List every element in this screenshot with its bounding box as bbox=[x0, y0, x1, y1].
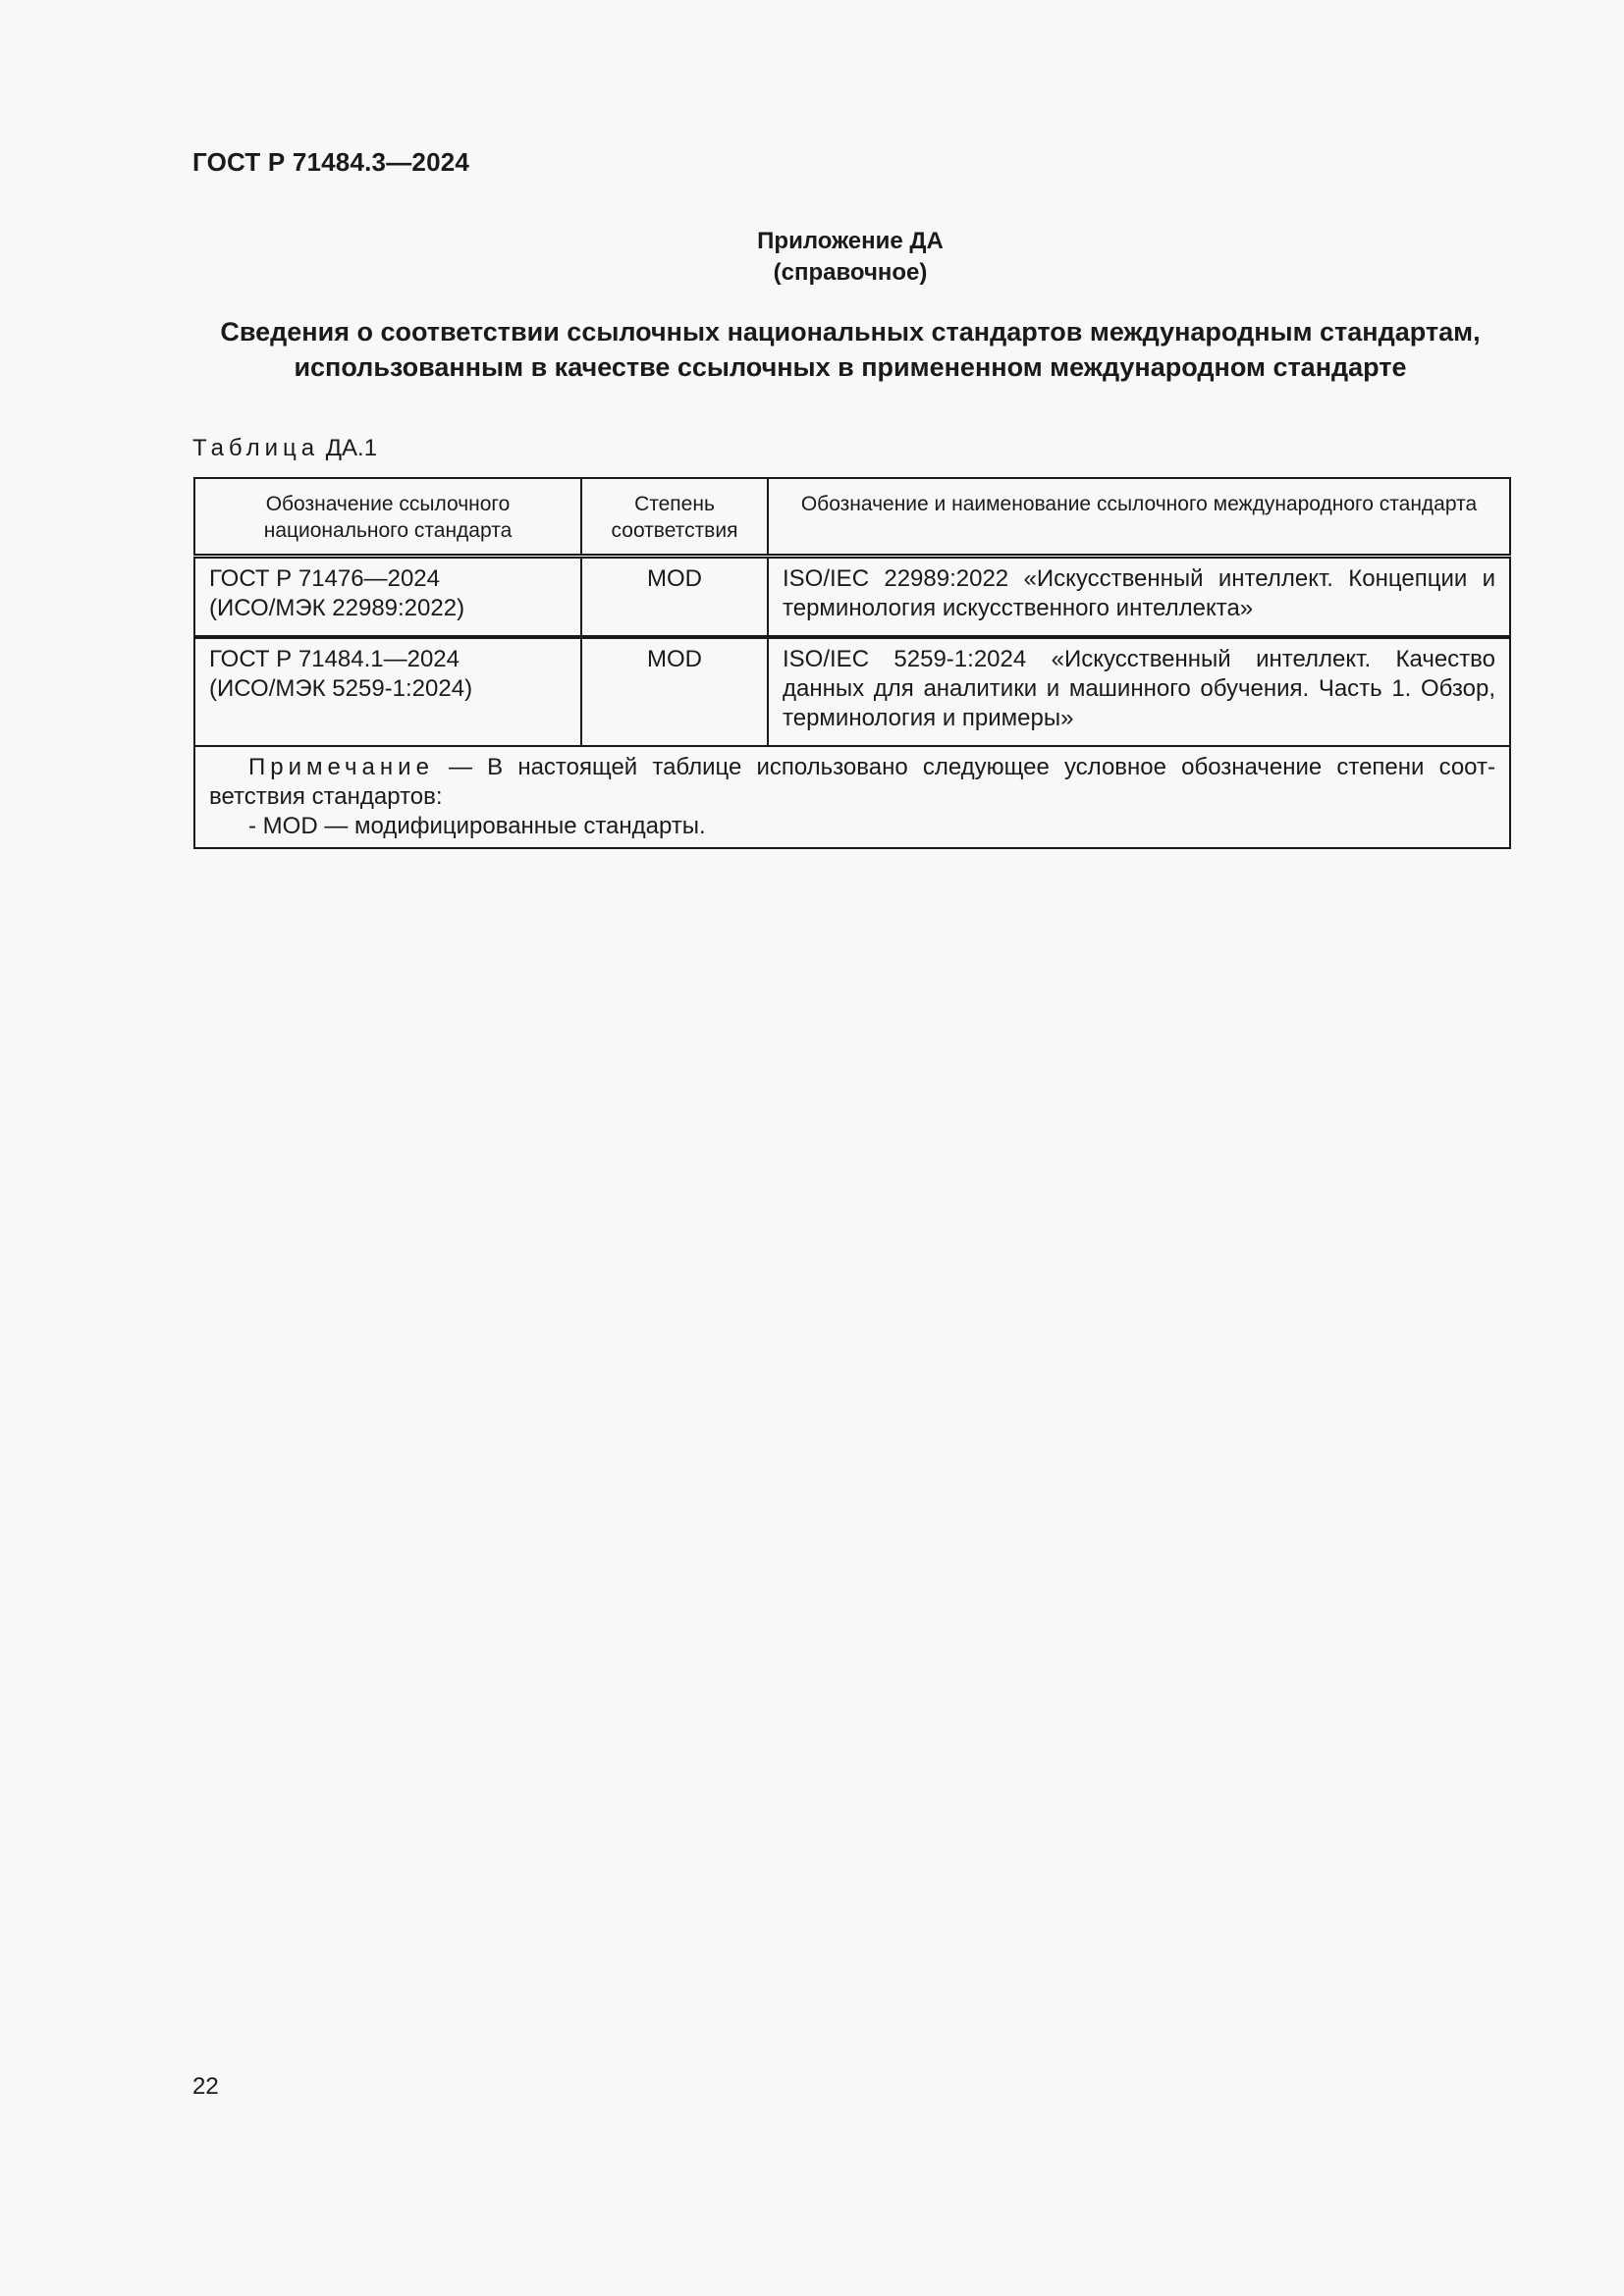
cell-international-standard: ISO/IEC 22989:2022 «Искусственный интеллект. Концепции и терминология искусственного интеллекта» bbox=[768, 557, 1510, 638]
note-text bbox=[209, 753, 1495, 812]
national-standard-code: ГОСТ Р 71476—2024 bbox=[209, 565, 440, 592]
header-national-standard: Обозначение ссылочного национального стандарта bbox=[194, 478, 581, 557]
table-caption bbox=[192, 435, 377, 462]
national-standard-iso-code: (ИСО/МЭК 5259-1:2024) bbox=[209, 675, 473, 702]
national-standard-iso-code: (ИСО/МЭК 22989:2022) bbox=[209, 595, 465, 621]
table-header-row bbox=[194, 478, 1510, 557]
document-code-header: ГОСТ Р 71484.3—2024 bbox=[192, 147, 470, 177]
appendix-title-line-1: Сведения о соответствии ссылочных национальных стандартов международным стандартам, bbox=[220, 317, 1481, 347]
appendix-name: Приложение ДА bbox=[757, 228, 944, 254]
page-number: 22 bbox=[192, 2073, 219, 2100]
cell-national-standard bbox=[194, 557, 581, 638]
standards-correspondence-table bbox=[193, 477, 1511, 849]
header-degree: Степень соответствия bbox=[581, 478, 768, 557]
table-row bbox=[194, 637, 1510, 746]
table-caption-number: ДА.1 bbox=[325, 435, 378, 461]
cell-national-standard bbox=[194, 637, 581, 746]
table-row bbox=[194, 557, 1510, 638]
national-standard-code: ГОСТ Р 71484.1—2024 bbox=[209, 646, 460, 672]
appendix-title bbox=[192, 314, 1508, 385]
appendix-heading bbox=[0, 226, 1624, 289]
note-label: Примечание bbox=[248, 754, 434, 780]
header-international-standard: Обозначение и наименование ссылочного международного стандарта bbox=[768, 478, 1510, 557]
table-note-row bbox=[194, 746, 1510, 848]
cell-degree: MOD bbox=[581, 557, 768, 638]
table-caption-word: Таблица bbox=[192, 435, 320, 461]
appendix-kind: (справочное) bbox=[773, 259, 928, 286]
table-note bbox=[194, 746, 1510, 848]
cell-degree: MOD bbox=[581, 637, 768, 746]
appendix-title-line-2: использованным в качестве ссылочных в примененном международном стандарте bbox=[294, 352, 1407, 382]
cell-international-standard: ISO/IEC 5259-1:2024 «Искусственный интеллект. Качество данных для аналитики и машинного обучения. Часть 1. Обзор, терминология и примеры» bbox=[768, 637, 1510, 746]
note-item: - MOD — модифицированные стандарты. bbox=[248, 813, 706, 839]
note-body: — В настоящей таблице использовано следующее условное обозначение степени соответствия стандартов: bbox=[209, 754, 1495, 810]
